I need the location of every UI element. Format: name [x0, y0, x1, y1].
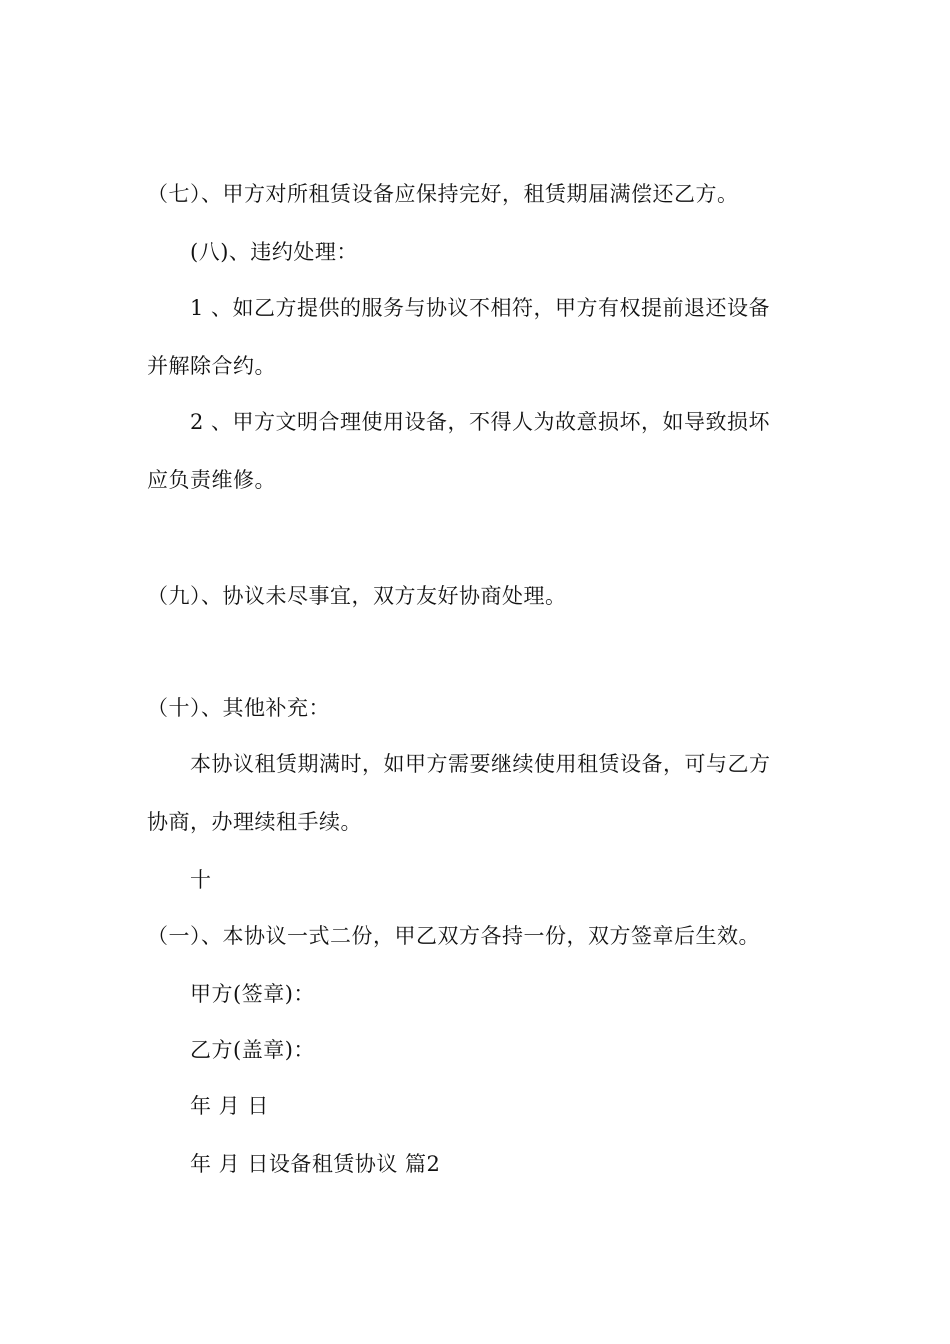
clause-9-text: （九）、协议未尽事宜，双方友好协商处理。 — [147, 584, 567, 608]
clause-copies-text: （一）、本协议一式二份，甲乙双方各持一份，双方签章后生效。 — [147, 924, 760, 948]
clause-10-heading: （十）、其他补充： — [147, 696, 330, 720]
section-numeral: 十 — [190, 868, 212, 892]
clause-8-item-1-cont: 并解除合约。 — [147, 354, 276, 378]
date-line-2-title: 年 月 日设备租赁协议 篇2 — [190, 1152, 441, 1176]
party-a-signature-label: 甲方(签章)： — [190, 982, 315, 1006]
clause-8-item-2-text: 2 、甲方文明合理使用设备，不得人为故意损坏，如导致损坏 — [190, 410, 771, 434]
clause-8-heading: (八)、违约处理： — [190, 240, 358, 264]
clause-7-text: （七）、甲方对所租赁设备应保持完好，租赁期届满偿还乙方。 — [147, 182, 739, 206]
party-b-seal-label: 乙方(盖章)： — [190, 1038, 315, 1062]
clause-10-body-cont: 协商，办理续租手续。 — [147, 810, 362, 834]
clause-8-item-2-cont: 应负责维修。 — [147, 468, 276, 492]
date-line-1: 年 月 日 — [190, 1094, 269, 1118]
clause-8-item-1-text: 1 、如乙方提供的服务与协议不相符，甲方有权提前退还设备 — [190, 296, 771, 320]
clause-10-body-text: 本协议租赁期满时，如甲方需要继续使用租赁设备，可与乙方 — [190, 752, 771, 776]
